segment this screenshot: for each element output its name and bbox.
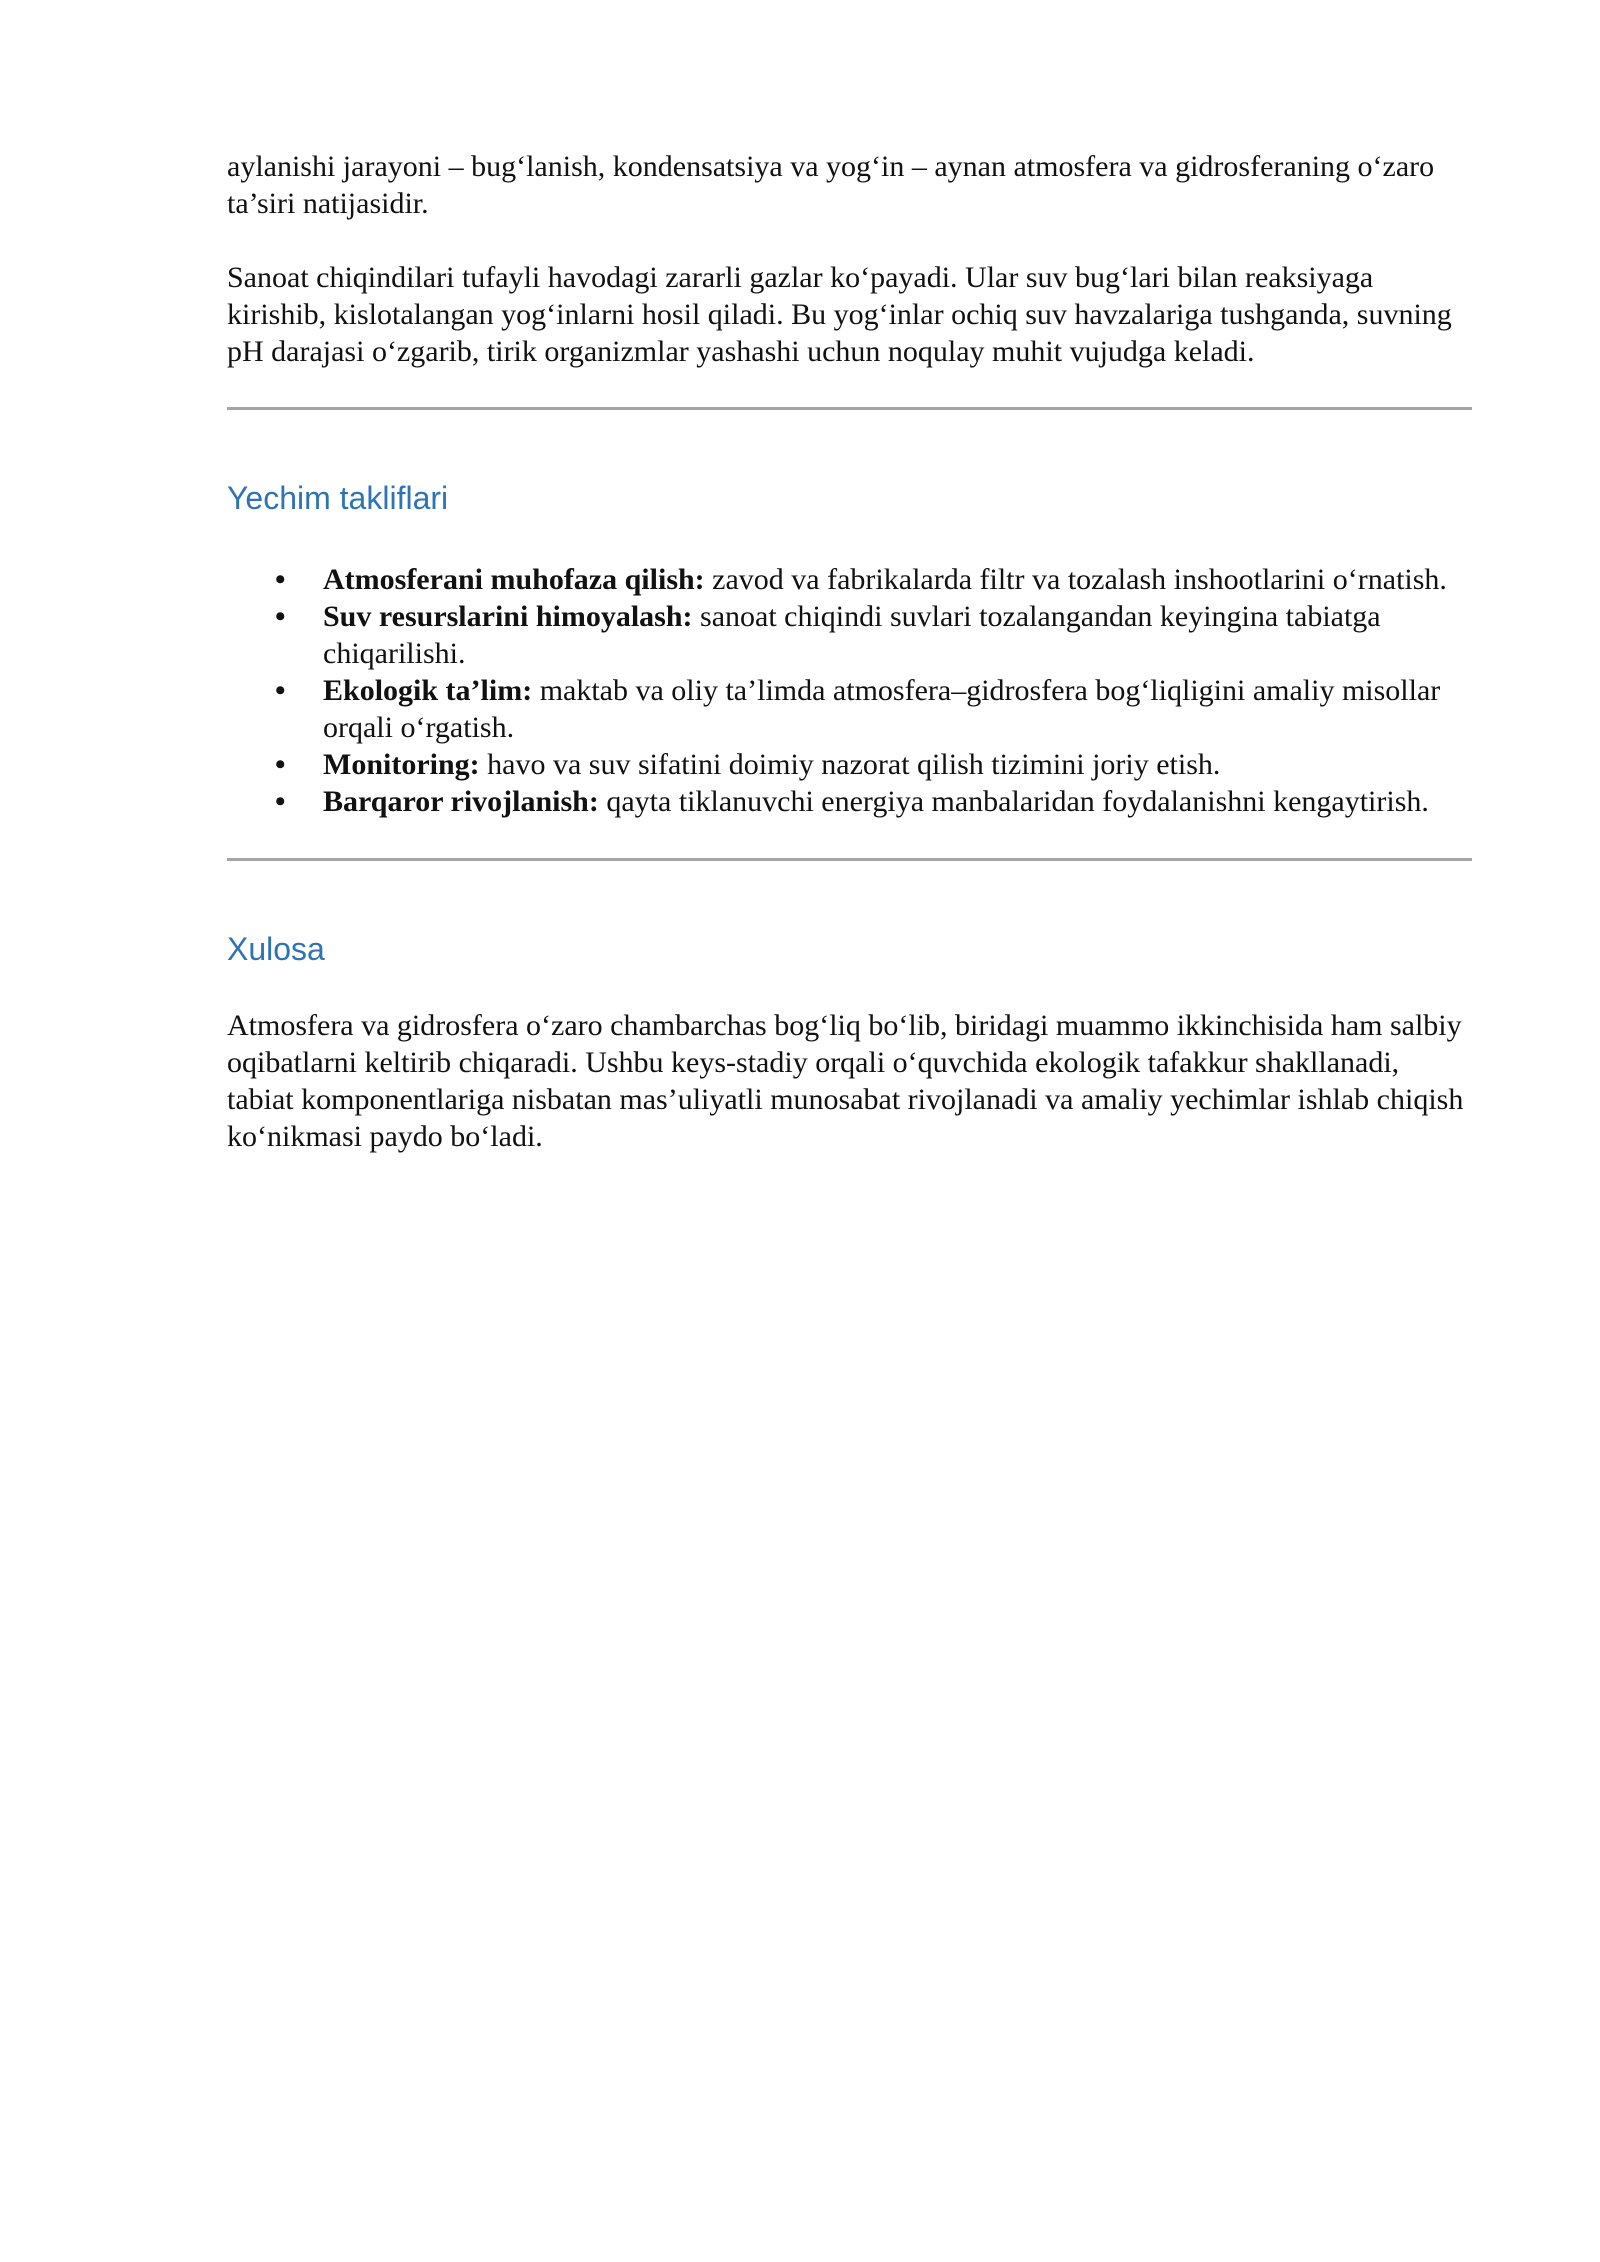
list-item-text: qayta tiklanuvchi energiya manbalaridan foydalanishni kengaytirish. <box>598 785 1429 818</box>
list-item-text: sanoat chiqindi suvlari tozalangandan keyingina tabiatga chiqarilishi. <box>323 600 1381 670</box>
list-item <box>227 561 1472 598</box>
list-item-term: Monitoring: <box>323 748 480 781</box>
intro-paragraph-2: Sanoat chiqindilari tufayli havodagi zararli gazlar ko‘payadi. Ular suv bug‘lari bilan reaksiyaga kirishib, kislotalangan yog‘inlarni hosil qiladi. Bu yog‘inlar ochiq suv havzalariga tushganda, suvning pH darajasi o‘zgarib, tirik organizmlar yashashi uchun noqulay muhit vujudga keladi. <box>227 261 1452 368</box>
list-item <box>227 672 1472 746</box>
list-item-term: Barqaror rivojlanish: <box>323 785 599 818</box>
bullet-icon: • <box>275 748 286 781</box>
list-item <box>227 746 1472 783</box>
bullet-icon: • <box>275 600 286 633</box>
list-item-term: Suv resurslarini himoyalash: <box>323 600 693 633</box>
bullet-icon: • <box>275 785 286 818</box>
list-item-text: havo va suv sifatini doimiy nazorat qilish tizimini joriy etish. <box>479 748 1221 781</box>
conclusion-heading: Xulosa <box>227 931 325 967</box>
list-item-term: Ekologik ta’lim: <box>323 674 533 707</box>
conclusion-paragraph: Atmosfera va gidrosfera o‘zaro chambarchas bog‘liq bo‘lib, biridagi muammo ikkinchisida ham salbiy oqibatlarni keltirib chiqaradi. Ushbu keys-stadiy orqali o‘quvchida ekologik tafakkur shakllanadi, tabiat komponentlariga nisbatan mas’uliyatli munosabat rivojlanadi va amaliy yechimlar ishlab chiqish ko‘nikmasi paydo bo‘ladi. <box>227 1009 1464 1153</box>
list-item-text: zavod va fabrikalarda filtr va tozalash inshootlarini o‘rnatish. <box>704 563 1447 596</box>
list-item <box>227 598 1472 672</box>
solutions-heading: Yechim takliflari <box>227 480 449 516</box>
bullet-icon: • <box>275 674 286 707</box>
list-item <box>227 783 1472 820</box>
bullet-icon: • <box>275 563 286 596</box>
intro-paragraph-1: aylanishi jarayoni – bug‘lanish, kondensatsiya va yog‘in – aynan atmosfera va gidrosferaning o‘zaro ta’siri natijasidir. <box>227 150 1435 220</box>
section-divider <box>227 407 1472 410</box>
document-page <box>227 148 1472 1155</box>
list-item-text: maktab va oliy ta’limda atmosfera–gidrosfera bog‘liqligini amaliy misollar orqali o‘rgatish. <box>323 674 1441 744</box>
list-item-term: Atmosferani muhofaza qilish: <box>323 563 705 596</box>
solutions-list <box>227 561 1472 820</box>
section-divider <box>227 858 1472 861</box>
